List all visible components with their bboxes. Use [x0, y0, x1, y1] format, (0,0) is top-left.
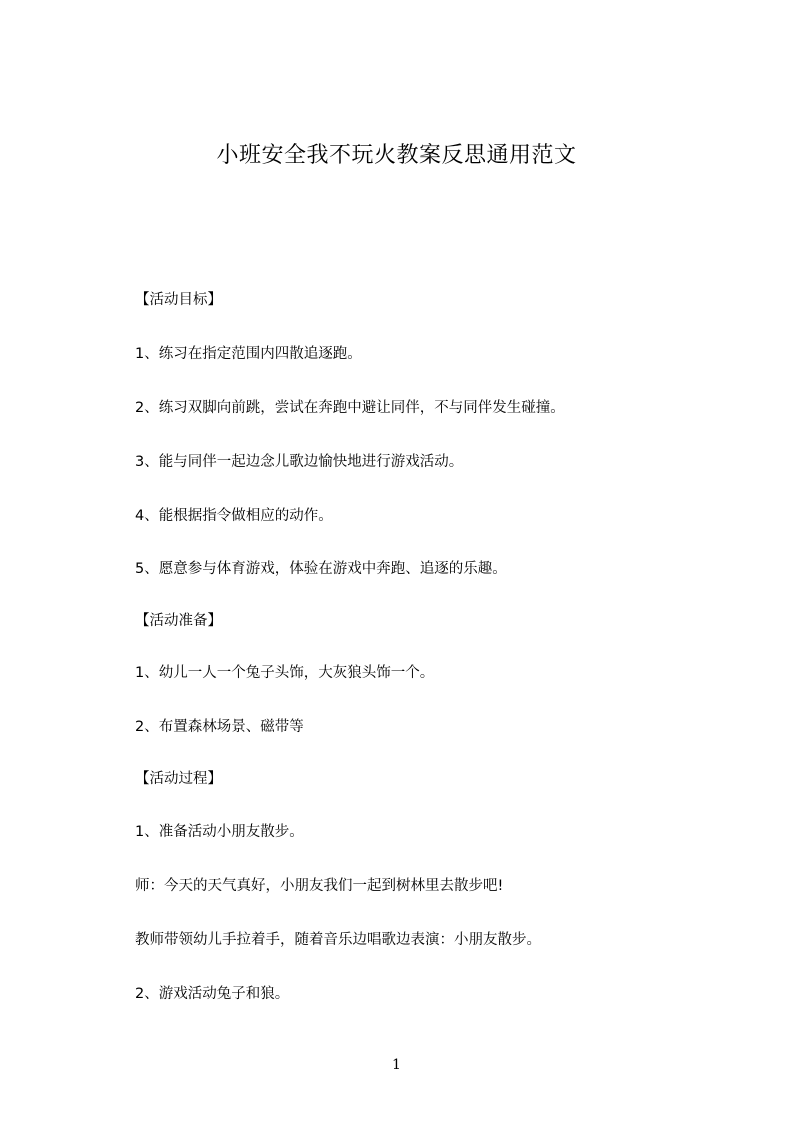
- page-number: 1: [392, 1057, 401, 1073]
- paragraph-line: 5、愿意参与体育游戏，体验在游戏中奔跑、追逐的乐趣。: [135, 561, 507, 577]
- paragraph-line: 2、布置森林场景、磁带等: [135, 719, 304, 735]
- paragraph-line: 教师带领幼儿手拉着手，随着音乐边唱歌边表演：小朋友散步。: [135, 932, 541, 948]
- paragraph-line: 1、准备活动小朋友散步。: [135, 824, 304, 840]
- paragraph-line: 2、游戏活动兔子和狼。: [135, 986, 290, 1002]
- document-title: 小班安全我不玩火教案反思通用范文: [216, 143, 577, 168]
- section-heading-preparation: 【活动准备】: [135, 613, 222, 629]
- paragraph-line: 4、能根据指令做相应的动作。: [135, 508, 333, 524]
- paragraph-line: 3、能与同伴一起边念儿歌边愉快地进行游戏活动。: [135, 454, 464, 470]
- paragraph-line: 1、练习在指定范围内四散追逐跑。: [135, 346, 362, 362]
- section-heading-process: 【活动过程】: [135, 771, 222, 787]
- paragraph-line: 2、练习双脚向前跳，尝试在奔跑中避让同伴，不与同伴发生碰撞。: [135, 400, 565, 416]
- paragraph-line: 1、幼儿一人一个兔子头饰，大灰狼头饰一个。: [135, 665, 435, 681]
- section-heading-goals: 【活动目标】: [135, 292, 222, 308]
- paragraph-line: 师：今天的天气真好，小朋友我们一起到树林里去散步吧!: [135, 878, 504, 894]
